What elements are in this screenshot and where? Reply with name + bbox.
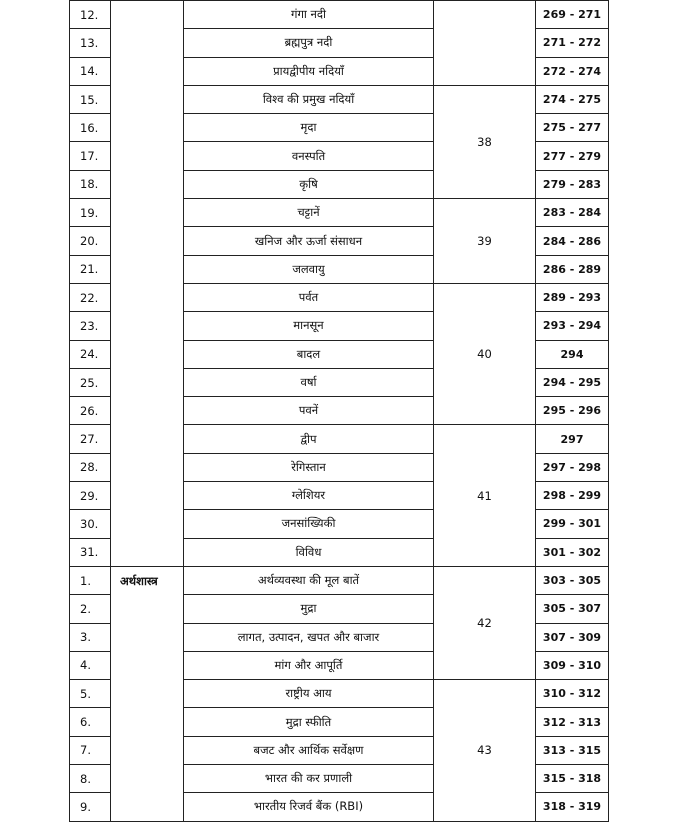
page-range: 294 - 295 <box>536 368 609 396</box>
contents-table <box>69 0 609 822</box>
topic-title: जलवायु <box>184 255 434 283</box>
page-range: 307 - 309 <box>536 623 609 651</box>
group-number: 41 <box>434 425 536 566</box>
row-number: 9. <box>70 793 111 821</box>
row-number: 28. <box>70 453 111 481</box>
group-number: 40 <box>434 283 536 424</box>
page-range: 272 - 274 <box>536 57 609 85</box>
topic-title: ग्लेशियर <box>184 482 434 510</box>
topic-title: मुद्रा <box>184 595 434 623</box>
page-range: 297 - 298 <box>536 453 609 481</box>
row-number: 12. <box>70 1 111 29</box>
row-number: 14. <box>70 57 111 85</box>
table-row <box>70 566 609 594</box>
topic-title: पर्वत <box>184 283 434 311</box>
page-range: 305 - 307 <box>536 595 609 623</box>
topic-title: विश्व की प्रमुख नदियाँ <box>184 85 434 113</box>
table-row <box>70 1 609 29</box>
page-range: 301 - 302 <box>536 538 609 566</box>
page-range: 279 - 283 <box>536 170 609 198</box>
row-number: 16. <box>70 114 111 142</box>
page-range: 294 <box>536 340 609 368</box>
topic-title: वनस्पति <box>184 142 434 170</box>
row-number: 30. <box>70 510 111 538</box>
page-range: 298 - 299 <box>536 482 609 510</box>
page-range: 315 - 318 <box>536 765 609 793</box>
topic-title: मानसून <box>184 312 434 340</box>
row-number: 31. <box>70 538 111 566</box>
row-number: 3. <box>70 623 111 651</box>
page-range: 297 <box>536 425 609 453</box>
row-number: 1. <box>70 566 111 594</box>
page-range: 313 - 315 <box>536 736 609 764</box>
topic-title: वर्षा <box>184 368 434 396</box>
topic-title: भारत की कर प्रणाली <box>184 765 434 793</box>
page-range: 299 - 301 <box>536 510 609 538</box>
row-number: 22. <box>70 283 111 311</box>
row-number: 4. <box>70 651 111 679</box>
group-number: 38 <box>434 85 536 198</box>
topic-title: कृषि <box>184 170 434 198</box>
topic-title: बादल <box>184 340 434 368</box>
row-number: 27. <box>70 425 111 453</box>
row-number: 18. <box>70 170 111 198</box>
topic-title: पवनें <box>184 397 434 425</box>
topic-title: जनसांख्यिकी <box>184 510 434 538</box>
topic-title: मृदा <box>184 114 434 142</box>
page-range: 269 - 271 <box>536 1 609 29</box>
group-number: 39 <box>434 199 536 284</box>
page-range: 275 - 277 <box>536 114 609 142</box>
page-range: 318 - 319 <box>536 793 609 821</box>
topic-title: प्रायद्वीपीय नदियाँ <box>184 57 434 85</box>
section-cell <box>111 1 184 567</box>
row-number: 26. <box>70 397 111 425</box>
row-number: 6. <box>70 708 111 736</box>
row-number: 25. <box>70 368 111 396</box>
row-number: 15. <box>70 85 111 113</box>
topic-title: चट्टानें <box>184 199 434 227</box>
topic-title: गंगा नदी <box>184 1 434 29</box>
page-range: 277 - 279 <box>536 142 609 170</box>
topic-title: ब्रह्मपुत्र नदी <box>184 29 434 57</box>
row-number: 13. <box>70 29 111 57</box>
page-range: 286 - 289 <box>536 255 609 283</box>
row-number: 5. <box>70 680 111 708</box>
row-number: 2. <box>70 595 111 623</box>
page-range: 271 - 272 <box>536 29 609 57</box>
row-number: 29. <box>70 482 111 510</box>
topic-title: अर्थव्यवस्था की मूल बातें <box>184 566 434 594</box>
topic-title: लागत, उत्पादन, खपत और बाजार <box>184 623 434 651</box>
topic-title: मुद्रा स्फीति <box>184 708 434 736</box>
topic-title: रेगिस्तान <box>184 453 434 481</box>
row-number: 24. <box>70 340 111 368</box>
topic-title: मांग और आपूर्ति <box>184 651 434 679</box>
topic-title: विविध <box>184 538 434 566</box>
row-number: 23. <box>70 312 111 340</box>
page-range: 309 - 310 <box>536 651 609 679</box>
page-range: 295 - 296 <box>536 397 609 425</box>
page-range: 303 - 305 <box>536 566 609 594</box>
topic-title: राष्ट्रीय आय <box>184 680 434 708</box>
page-range: 284 - 286 <box>536 227 609 255</box>
page-range: 312 - 313 <box>536 708 609 736</box>
topic-title: खनिज और ऊर्जा संसाधन <box>184 227 434 255</box>
page-range: 289 - 293 <box>536 283 609 311</box>
section-label: अर्थशास्त्र <box>111 566 184 821</box>
group-number: 42 <box>434 566 536 679</box>
row-number: 8. <box>70 765 111 793</box>
topic-title: बजट और आर्थिक सर्वेक्षण <box>184 736 434 764</box>
group-number: 43 <box>434 680 536 821</box>
row-number: 17. <box>70 142 111 170</box>
page-range: 274 - 275 <box>536 85 609 113</box>
group-number <box>434 1 536 86</box>
page-range: 310 - 312 <box>536 680 609 708</box>
row-number: 21. <box>70 255 111 283</box>
page-range: 293 - 294 <box>536 312 609 340</box>
row-number: 19. <box>70 199 111 227</box>
page-range: 283 - 284 <box>536 199 609 227</box>
topic-title: भारतीय रिजर्व बैंक (RBI) <box>184 793 434 821</box>
topic-title: द्वीप <box>184 425 434 453</box>
row-number: 20. <box>70 227 111 255</box>
row-number: 7. <box>70 736 111 764</box>
